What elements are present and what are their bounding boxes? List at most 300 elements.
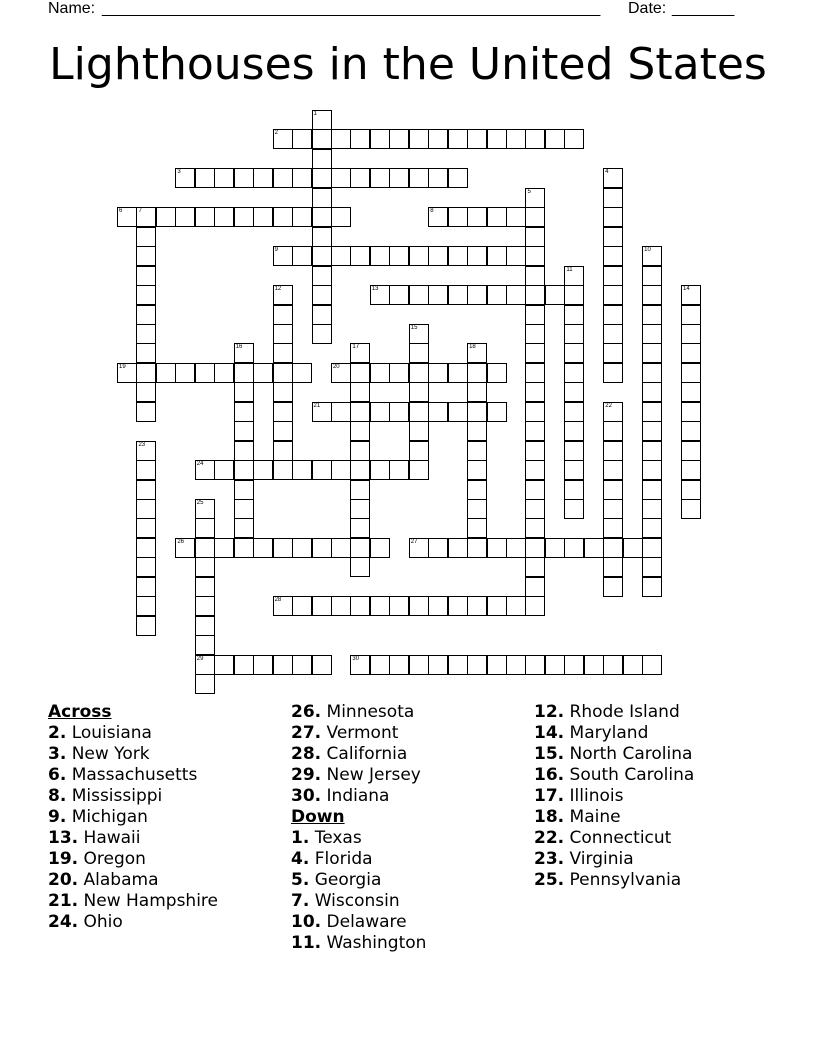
grid-cell[interactable] xyxy=(428,655,448,675)
grid-cell[interactable] xyxy=(409,421,429,441)
grid-cell[interactable] xyxy=(389,246,409,266)
grid-cell[interactable] xyxy=(603,266,623,286)
grid-cell[interactable] xyxy=(136,499,156,519)
grid-cell[interactable] xyxy=(214,363,234,383)
grid-cell[interactable] xyxy=(195,616,215,636)
grid-cell[interactable] xyxy=(136,207,156,227)
grid-cell[interactable] xyxy=(467,441,487,461)
grid-cell[interactable] xyxy=(389,168,409,188)
grid-cell[interactable] xyxy=(253,655,273,675)
grid-cell[interactable] xyxy=(564,538,584,558)
grid-cell[interactable] xyxy=(681,402,701,422)
grid-cell[interactable] xyxy=(525,402,545,422)
grid-cell[interactable] xyxy=(234,441,254,461)
grid-cell[interactable] xyxy=(409,402,429,422)
grid-cell[interactable] xyxy=(273,305,293,325)
grid-cell[interactable] xyxy=(312,129,332,149)
grid-cell[interactable] xyxy=(603,655,623,675)
grid-cell[interactable] xyxy=(389,460,409,480)
grid-cell[interactable] xyxy=(642,324,662,344)
grid-cell[interactable] xyxy=(350,518,370,538)
grid-cell[interactable] xyxy=(331,168,351,188)
grid-cell[interactable] xyxy=(681,480,701,500)
grid-cell[interactable] xyxy=(195,518,215,538)
grid-cell[interactable] xyxy=(467,207,487,227)
grid-cell[interactable] xyxy=(642,402,662,422)
grid-cell[interactable] xyxy=(467,596,487,616)
grid-cell[interactable] xyxy=(428,168,448,188)
grid-cell[interactable] xyxy=(525,188,545,208)
grid-cell[interactable] xyxy=(642,285,662,305)
grid-cell[interactable] xyxy=(195,538,215,558)
grid-cell[interactable] xyxy=(195,596,215,616)
grid-cell[interactable] xyxy=(214,168,234,188)
grid-cell[interactable] xyxy=(525,246,545,266)
grid-cell[interactable] xyxy=(623,655,643,675)
grid-cell[interactable] xyxy=(525,655,545,675)
grid-cell[interactable] xyxy=(525,382,545,402)
grid-cell[interactable] xyxy=(331,596,351,616)
grid-cell[interactable] xyxy=(681,382,701,402)
grid-cell[interactable] xyxy=(564,343,584,363)
grid-cell[interactable] xyxy=(564,499,584,519)
grid-cell[interactable] xyxy=(234,168,254,188)
grid-cell[interactable] xyxy=(312,324,332,344)
grid-cell[interactable] xyxy=(467,382,487,402)
grid-cell[interactable] xyxy=(136,324,156,344)
grid-cell[interactable] xyxy=(273,441,293,461)
grid-cell[interactable] xyxy=(195,577,215,597)
grid-cell[interactable] xyxy=(428,246,448,266)
grid-cell[interactable] xyxy=(370,246,390,266)
grid-cell[interactable] xyxy=(603,324,623,344)
grid-cell[interactable] xyxy=(273,207,293,227)
name-blank[interactable]: ________________________________________________________ xyxy=(102,0,601,17)
grid-cell[interactable] xyxy=(584,538,604,558)
grid-cell[interactable] xyxy=(564,480,584,500)
grid-cell[interactable] xyxy=(370,168,390,188)
grid-cell[interactable] xyxy=(487,246,507,266)
grid-cell[interactable] xyxy=(292,363,312,383)
grid-cell[interactable] xyxy=(487,207,507,227)
grid-cell[interactable] xyxy=(603,402,623,422)
grid-cell[interactable] xyxy=(409,168,429,188)
grid-cell[interactable] xyxy=(234,343,254,363)
grid-cell[interactable] xyxy=(467,402,487,422)
grid-cell[interactable] xyxy=(350,538,370,558)
grid-cell[interactable] xyxy=(136,246,156,266)
grid-cell[interactable] xyxy=(273,655,293,675)
grid-cell[interactable] xyxy=(312,168,332,188)
grid-cell[interactable] xyxy=(214,460,234,480)
grid-cell[interactable] xyxy=(642,343,662,363)
grid-cell[interactable] xyxy=(195,499,215,519)
grid-cell[interactable] xyxy=(603,538,623,558)
grid-cell[interactable] xyxy=(175,538,195,558)
grid-cell[interactable] xyxy=(545,538,565,558)
grid-cell[interactable] xyxy=(136,538,156,558)
grid-cell[interactable] xyxy=(136,518,156,538)
grid-cell[interactable] xyxy=(312,207,332,227)
grid-cell[interactable] xyxy=(234,538,254,558)
grid-cell[interactable] xyxy=(214,538,234,558)
grid-cell[interactable] xyxy=(273,129,293,149)
grid-cell[interactable] xyxy=(681,324,701,344)
grid-cell[interactable] xyxy=(428,538,448,558)
grid-cell[interactable] xyxy=(525,596,545,616)
grid-cell[interactable] xyxy=(525,421,545,441)
grid-cell[interactable] xyxy=(506,285,526,305)
grid-cell[interactable] xyxy=(409,441,429,461)
grid-cell[interactable] xyxy=(603,363,623,383)
grid-cell[interactable] xyxy=(273,460,293,480)
grid-cell[interactable] xyxy=(253,168,273,188)
grid-cell[interactable] xyxy=(681,499,701,519)
grid-cell[interactable] xyxy=(467,343,487,363)
grid-cell[interactable] xyxy=(273,363,293,383)
grid-cell[interactable] xyxy=(409,538,429,558)
grid-cell[interactable] xyxy=(156,207,176,227)
grid-cell[interactable] xyxy=(409,285,429,305)
grid-cell[interactable] xyxy=(642,382,662,402)
grid-cell[interactable] xyxy=(312,246,332,266)
grid-cell[interactable] xyxy=(350,382,370,402)
grid-cell[interactable] xyxy=(428,596,448,616)
grid-cell[interactable] xyxy=(234,421,254,441)
grid-cell[interactable] xyxy=(389,363,409,383)
grid-cell[interactable] xyxy=(312,596,332,616)
grid-cell[interactable] xyxy=(564,324,584,344)
grid-cell[interactable] xyxy=(487,655,507,675)
grid-cell[interactable] xyxy=(273,168,293,188)
grid-cell[interactable] xyxy=(448,655,468,675)
grid-cell[interactable] xyxy=(370,596,390,616)
grid-cell[interactable] xyxy=(273,382,293,402)
grid-cell[interactable] xyxy=(681,305,701,325)
grid-cell[interactable] xyxy=(409,363,429,383)
grid-cell[interactable] xyxy=(370,460,390,480)
grid-cell[interactable] xyxy=(253,538,273,558)
grid-cell[interactable] xyxy=(253,207,273,227)
grid-cell[interactable] xyxy=(448,538,468,558)
grid-cell[interactable] xyxy=(195,674,215,694)
grid-cell[interactable] xyxy=(428,207,448,227)
grid-cell[interactable] xyxy=(467,518,487,538)
grid-cell[interactable] xyxy=(603,421,623,441)
grid-cell[interactable] xyxy=(642,363,662,383)
grid-cell[interactable] xyxy=(467,499,487,519)
grid-cell[interactable] xyxy=(564,441,584,461)
grid-cell[interactable] xyxy=(331,207,351,227)
grid-cell[interactable] xyxy=(681,460,701,480)
grid-cell[interactable] xyxy=(292,460,312,480)
grid-cell[interactable] xyxy=(525,577,545,597)
grid-cell[interactable] xyxy=(467,538,487,558)
grid-cell[interactable] xyxy=(642,460,662,480)
grid-cell[interactable] xyxy=(136,227,156,247)
grid-cell[interactable] xyxy=(642,557,662,577)
grid-cell[interactable] xyxy=(350,596,370,616)
grid-cell[interactable] xyxy=(409,596,429,616)
grid-cell[interactable] xyxy=(370,538,390,558)
grid-cell[interactable] xyxy=(273,421,293,441)
grid-cell[interactable] xyxy=(136,382,156,402)
grid-cell[interactable] xyxy=(409,655,429,675)
grid-cell[interactable] xyxy=(409,460,429,480)
grid-cell[interactable] xyxy=(195,635,215,655)
grid-cell[interactable] xyxy=(312,188,332,208)
grid-cell[interactable] xyxy=(331,402,351,422)
grid-cell[interactable] xyxy=(409,129,429,149)
grid-cell[interactable] xyxy=(234,382,254,402)
grid-cell[interactable] xyxy=(525,129,545,149)
grid-cell[interactable] xyxy=(136,305,156,325)
grid-cell[interactable] xyxy=(564,382,584,402)
grid-cell[interactable] xyxy=(331,129,351,149)
grid-cell[interactable] xyxy=(584,655,604,675)
grid-cell[interactable] xyxy=(448,285,468,305)
grid-cell[interactable] xyxy=(525,480,545,500)
grid-cell[interactable] xyxy=(467,246,487,266)
grid-cell[interactable] xyxy=(623,538,643,558)
grid-cell[interactable] xyxy=(136,441,156,461)
grid-cell[interactable] xyxy=(525,441,545,461)
grid-cell[interactable] xyxy=(487,285,507,305)
grid-cell[interactable] xyxy=(506,207,526,227)
grid-cell[interactable] xyxy=(234,480,254,500)
grid-cell[interactable] xyxy=(681,441,701,461)
grid-cell[interactable] xyxy=(331,363,351,383)
grid-cell[interactable] xyxy=(195,207,215,227)
grid-cell[interactable] xyxy=(487,402,507,422)
grid-cell[interactable] xyxy=(603,188,623,208)
grid-cell[interactable] xyxy=(273,538,293,558)
grid-cell[interactable] xyxy=(117,363,137,383)
grid-cell[interactable] xyxy=(273,246,293,266)
grid-cell[interactable] xyxy=(312,227,332,247)
grid-cell[interactable] xyxy=(195,363,215,383)
grid-cell[interactable] xyxy=(312,110,332,130)
grid-cell[interactable] xyxy=(136,402,156,422)
grid-cell[interactable] xyxy=(603,227,623,247)
grid-cell[interactable] xyxy=(525,518,545,538)
grid-cell[interactable] xyxy=(234,363,254,383)
grid-cell[interactable] xyxy=(253,363,273,383)
grid-cell[interactable] xyxy=(389,129,409,149)
grid-cell[interactable] xyxy=(525,305,545,325)
grid-cell[interactable] xyxy=(525,207,545,227)
grid-cell[interactable] xyxy=(603,577,623,597)
grid-cell[interactable] xyxy=(448,363,468,383)
grid-cell[interactable] xyxy=(312,266,332,286)
grid-cell[interactable] xyxy=(234,518,254,538)
grid-cell[interactable] xyxy=(448,168,468,188)
grid-cell[interactable] xyxy=(370,363,390,383)
grid-cell[interactable] xyxy=(273,285,293,305)
grid-cell[interactable] xyxy=(545,129,565,149)
grid-cell[interactable] xyxy=(389,655,409,675)
grid-cell[interactable] xyxy=(642,499,662,519)
grid-cell[interactable] xyxy=(370,655,390,675)
grid-cell[interactable] xyxy=(195,557,215,577)
grid-cell[interactable] xyxy=(234,460,254,480)
grid-cell[interactable] xyxy=(603,285,623,305)
grid-cell[interactable] xyxy=(467,655,487,675)
grid-cell[interactable] xyxy=(603,207,623,227)
grid-cell[interactable] xyxy=(234,499,254,519)
grid-cell[interactable] xyxy=(525,324,545,344)
grid-cell[interactable] xyxy=(312,285,332,305)
grid-cell[interactable] xyxy=(350,441,370,461)
grid-cell[interactable] xyxy=(312,149,332,169)
grid-cell[interactable] xyxy=(312,655,332,675)
grid-cell[interactable] xyxy=(603,460,623,480)
grid-cell[interactable] xyxy=(292,596,312,616)
grid-cell[interactable] xyxy=(312,402,332,422)
grid-cell[interactable] xyxy=(642,305,662,325)
grid-cell[interactable] xyxy=(428,363,448,383)
grid-cell[interactable] xyxy=(409,343,429,363)
grid-cell[interactable] xyxy=(331,246,351,266)
grid-cell[interactable] xyxy=(214,655,234,675)
grid-cell[interactable] xyxy=(350,343,370,363)
grid-cell[interactable] xyxy=(312,538,332,558)
grid-cell[interactable] xyxy=(175,168,195,188)
grid-cell[interactable] xyxy=(525,266,545,286)
grid-cell[interactable] xyxy=(428,402,448,422)
grid-cell[interactable] xyxy=(136,616,156,636)
grid-cell[interactable] xyxy=(292,168,312,188)
grid-cell[interactable] xyxy=(642,266,662,286)
grid-cell[interactable] xyxy=(292,207,312,227)
grid-cell[interactable] xyxy=(370,129,390,149)
grid-cell[interactable] xyxy=(506,246,526,266)
grid-cell[interactable] xyxy=(370,285,390,305)
grid-cell[interactable] xyxy=(467,480,487,500)
grid-cell[interactable] xyxy=(603,557,623,577)
grid-cell[interactable] xyxy=(195,460,215,480)
grid-cell[interactable] xyxy=(331,460,351,480)
grid-cell[interactable] xyxy=(506,596,526,616)
grid-cell[interactable] xyxy=(467,285,487,305)
grid-cell[interactable] xyxy=(603,518,623,538)
grid-cell[interactable] xyxy=(136,596,156,616)
grid-cell[interactable] xyxy=(564,460,584,480)
grid-cell[interactable] xyxy=(350,246,370,266)
grid-cell[interactable] xyxy=(292,538,312,558)
grid-cell[interactable] xyxy=(603,343,623,363)
grid-cell[interactable] xyxy=(525,460,545,480)
grid-cell[interactable] xyxy=(195,168,215,188)
grid-cell[interactable] xyxy=(136,285,156,305)
grid-cell[interactable] xyxy=(350,363,370,383)
grid-cell[interactable] xyxy=(117,207,137,227)
grid-cell[interactable] xyxy=(253,460,273,480)
grid-cell[interactable] xyxy=(448,402,468,422)
grid-cell[interactable] xyxy=(175,363,195,383)
grid-cell[interactable] xyxy=(525,557,545,577)
grid-cell[interactable] xyxy=(642,441,662,461)
grid-cell[interactable] xyxy=(136,557,156,577)
grid-cell[interactable] xyxy=(564,285,584,305)
grid-cell[interactable] xyxy=(642,577,662,597)
grid-cell[interactable] xyxy=(642,246,662,266)
grid-cell[interactable] xyxy=(136,460,156,480)
grid-cell[interactable] xyxy=(195,655,215,675)
grid-cell[interactable] xyxy=(681,421,701,441)
grid-cell[interactable] xyxy=(234,207,254,227)
grid-cell[interactable] xyxy=(525,285,545,305)
grid-cell[interactable] xyxy=(642,518,662,538)
grid-cell[interactable] xyxy=(350,129,370,149)
grid-cell[interactable] xyxy=(564,402,584,422)
grid-cell[interactable] xyxy=(234,402,254,422)
grid-cell[interactable] xyxy=(603,441,623,461)
grid-cell[interactable] xyxy=(603,499,623,519)
grid-cell[interactable] xyxy=(467,421,487,441)
grid-cell[interactable] xyxy=(525,499,545,519)
grid-cell[interactable] xyxy=(603,305,623,325)
grid-cell[interactable] xyxy=(350,655,370,675)
grid-cell[interactable] xyxy=(506,129,526,149)
grid-cell[interactable] xyxy=(370,402,390,422)
grid-cell[interactable] xyxy=(564,421,584,441)
grid-cell[interactable] xyxy=(273,596,293,616)
grid-cell[interactable] xyxy=(350,460,370,480)
grid-cell[interactable] xyxy=(564,363,584,383)
grid-cell[interactable] xyxy=(350,557,370,577)
grid-cell[interactable] xyxy=(312,305,332,325)
grid-cell[interactable] xyxy=(506,538,526,558)
grid-cell[interactable] xyxy=(642,655,662,675)
grid-cell[interactable] xyxy=(545,655,565,675)
grid-cell[interactable] xyxy=(389,596,409,616)
grid-cell[interactable] xyxy=(409,382,429,402)
grid-cell[interactable] xyxy=(389,285,409,305)
grid-cell[interactable] xyxy=(642,480,662,500)
grid-cell[interactable] xyxy=(525,227,545,247)
grid-cell[interactable] xyxy=(389,402,409,422)
grid-cell[interactable] xyxy=(331,538,351,558)
grid-cell[interactable] xyxy=(681,343,701,363)
grid-cell[interactable] xyxy=(428,285,448,305)
grid-cell[interactable] xyxy=(350,168,370,188)
grid-cell[interactable] xyxy=(273,324,293,344)
grid-cell[interactable] xyxy=(350,402,370,422)
grid-cell[interactable] xyxy=(487,363,507,383)
grid-cell[interactable] xyxy=(448,129,468,149)
grid-cell[interactable] xyxy=(564,129,584,149)
grid-cell[interactable] xyxy=(525,343,545,363)
grid-cell[interactable] xyxy=(467,129,487,149)
grid-cell[interactable] xyxy=(175,207,195,227)
grid-cell[interactable] xyxy=(156,363,176,383)
grid-cell[interactable] xyxy=(525,363,545,383)
grid-cell[interactable] xyxy=(467,460,487,480)
grid-cell[interactable] xyxy=(292,246,312,266)
grid-cell[interactable] xyxy=(681,363,701,383)
grid-cell[interactable] xyxy=(350,499,370,519)
grid-cell[interactable] xyxy=(603,480,623,500)
grid-cell[interactable] xyxy=(448,596,468,616)
grid-cell[interactable] xyxy=(234,655,254,675)
grid-cell[interactable] xyxy=(136,480,156,500)
grid-cell[interactable] xyxy=(350,421,370,441)
grid-cell[interactable] xyxy=(564,305,584,325)
grid-cell[interactable] xyxy=(603,246,623,266)
grid-cell[interactable] xyxy=(525,538,545,558)
grid-cell[interactable] xyxy=(564,655,584,675)
